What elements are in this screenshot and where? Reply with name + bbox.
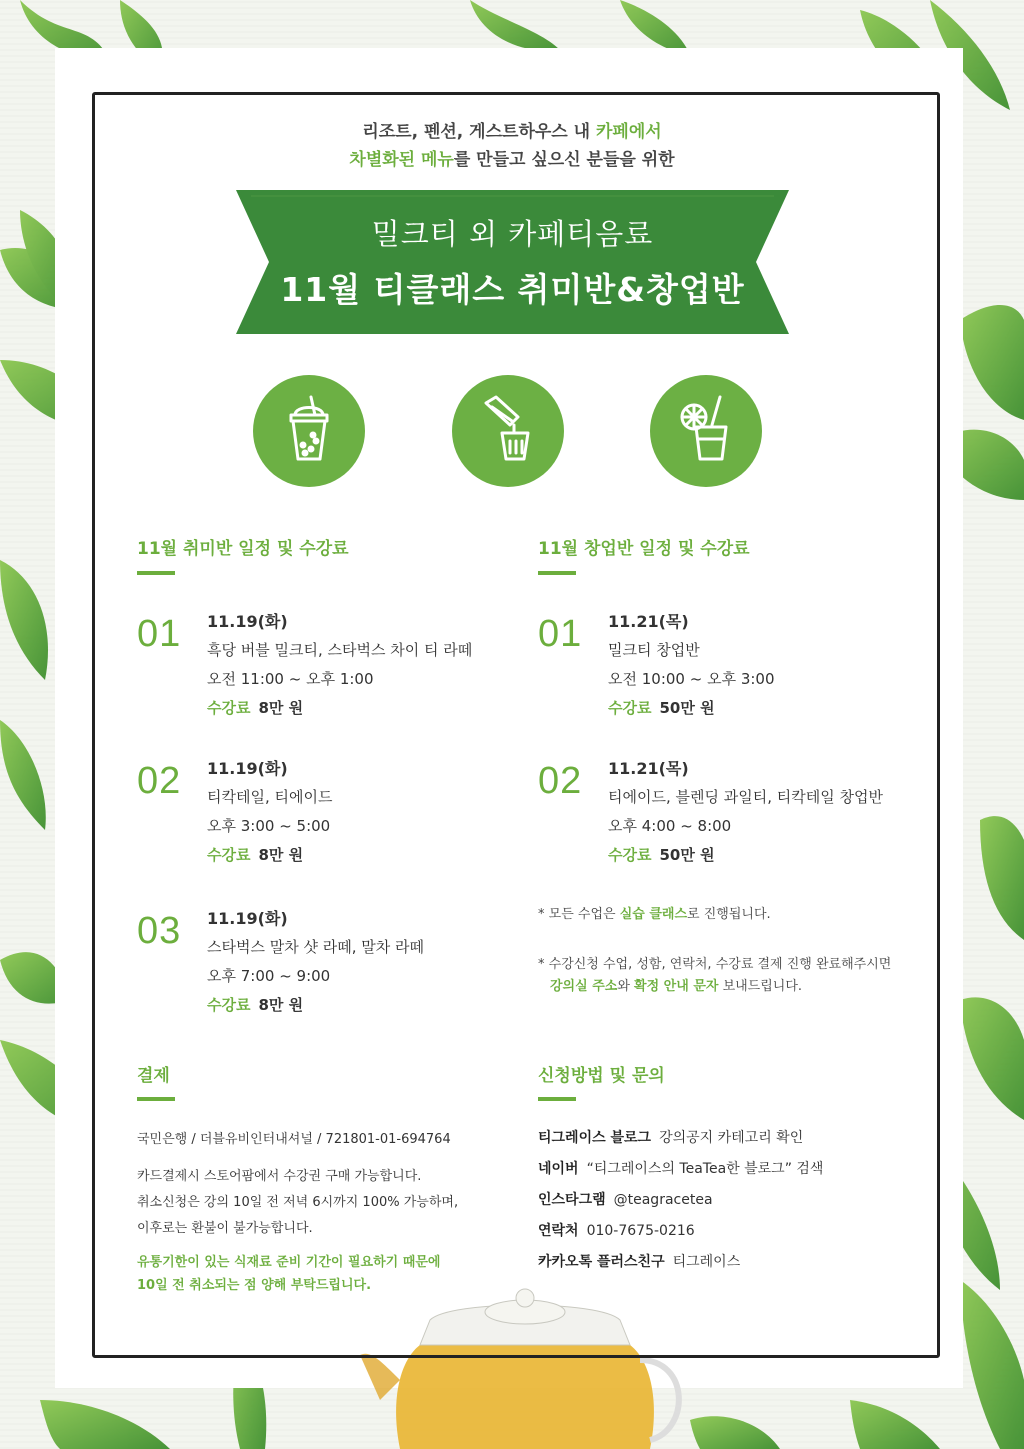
class-menu: 밀크티 창업반 bbox=[608, 641, 700, 659]
intro-line-2: 차별화된 메뉴를 만들고 싶으신 분들을 위한 bbox=[349, 150, 675, 170]
class-date: 11.19(화) bbox=[207, 759, 288, 778]
class-date: 11.19(화) bbox=[207, 909, 288, 928]
payment-section-bar bbox=[137, 1097, 175, 1101]
fee-value: 50만 원 bbox=[659, 846, 715, 864]
class-time: 오전 10:00 ~ 오후 3:00 bbox=[608, 670, 775, 688]
fee-label: 수강료 bbox=[207, 699, 251, 717]
fee-value: 50만 원 bbox=[659, 699, 715, 717]
ribbon-subtitle: 밀크티 외 카페티음료 bbox=[371, 217, 654, 251]
class-date: 11.19(화) bbox=[207, 612, 288, 631]
class-number: 01 bbox=[538, 613, 583, 655]
contact-row-phone: 연락처 010-7675-0216 bbox=[538, 1223, 695, 1239]
contact-row-instagram: 인스타그램 @teagracetea bbox=[538, 1192, 713, 1208]
hobby-section-bar bbox=[137, 571, 175, 575]
bank-account: 국민은행 / 더블유비인터내셔널 / 721801-01-694764 bbox=[137, 1132, 451, 1147]
class-time: 오후 7:00 ~ 9:00 bbox=[207, 967, 331, 985]
note-registration-line-2: 강의실 주소와 확정 안내 문자 보내드립니다. bbox=[550, 979, 803, 994]
class-date: 11.21(목) bbox=[608, 612, 689, 631]
intro-line-1: 리조트, 펜션, 게스트하우스 내 카페에서 bbox=[362, 122, 662, 142]
lemon-drink-icon bbox=[650, 375, 762, 487]
class-time: 오전 11:00 ~ 오후 1:00 bbox=[207, 670, 374, 688]
note-practice: * 모든 수업은 실습 클래스로 진행됩니다. bbox=[538, 907, 771, 922]
payment-warning-1: 유통기한이 있는 식재료 준비 기간이 필요하기 때문에 bbox=[137, 1255, 441, 1270]
title-ribbon bbox=[236, 190, 789, 334]
class-menu: 티칵테일, 티에이드 bbox=[207, 788, 333, 806]
startup-section-title: 11월 창업반 일정 및 수강료 bbox=[538, 539, 750, 559]
contact-section-title: 신청방법 및 문의 bbox=[538, 1066, 665, 1086]
intro-text bbox=[0, 118, 1024, 174]
fee-value: 8만 원 bbox=[258, 996, 304, 1014]
class-number: 02 bbox=[538, 760, 583, 802]
fee-value: 8만 원 bbox=[258, 846, 304, 864]
class-number: 01 bbox=[137, 613, 182, 655]
contact-row-kakao: 카카오톡 플러스친구 티그레이스 bbox=[538, 1254, 741, 1270]
bubble-tea-icon bbox=[253, 375, 365, 487]
fee-label: 수강료 bbox=[608, 846, 652, 864]
payment-info-3: 이후로는 환불이 불가능합니다. bbox=[137, 1221, 313, 1236]
class-menu: 티에이드, 블렌딩 과일티, 티칵테일 창업반 bbox=[608, 788, 883, 806]
class-menu: 스타벅스 말차 샷 라떼, 말차 라떼 bbox=[207, 938, 424, 956]
fee-label: 수강료 bbox=[207, 846, 251, 864]
class-menu: 흑당 버블 밀크티, 스타벅스 차이 티 라떼 bbox=[207, 641, 473, 659]
payment-section-title: 결제 bbox=[137, 1066, 170, 1086]
fee-label: 수강료 bbox=[608, 699, 652, 717]
contact-section-bar bbox=[538, 1097, 576, 1101]
class-time: 오후 3:00 ~ 5:00 bbox=[207, 817, 331, 835]
startup-section-bar bbox=[538, 571, 576, 575]
fee-value: 8만 원 bbox=[258, 699, 304, 717]
note-registration-line-1: * 수강신청 수업, 성함, 연락처, 수강료 결제 진행 완료해주시면 bbox=[538, 957, 892, 972]
class-number: 03 bbox=[137, 910, 182, 952]
payment-warning-2: 10일 전 취소되는 점 양해 부탁드립니다. bbox=[137, 1278, 372, 1293]
contact-row-naver: 네이버 “티그레이스의 TeaTea한 블로그” 검색 bbox=[538, 1161, 824, 1177]
payment-info-1: 카드결제시 스토어팜에서 수강권 구매 가능합니다. bbox=[137, 1169, 422, 1184]
pouring-tea-icon bbox=[452, 375, 564, 487]
class-date: 11.21(목) bbox=[608, 759, 689, 778]
contact-row-blog: 티그레이스 블로그 강의공지 카테고리 확인 bbox=[538, 1130, 804, 1146]
hobby-section-title: 11월 취미반 일정 및 수강료 bbox=[137, 539, 349, 559]
ribbon-title: 11월 티클래스 취미반&창업반 bbox=[280, 270, 745, 309]
class-number: 02 bbox=[137, 760, 182, 802]
class-time: 오후 4:00 ~ 8:00 bbox=[608, 817, 732, 835]
fee-label: 수강료 bbox=[207, 996, 251, 1014]
payment-info-2: 취소신청은 강의 10일 전 저녁 6시까지 100% 가능하며, bbox=[137, 1195, 459, 1210]
note-registration bbox=[538, 954, 891, 998]
